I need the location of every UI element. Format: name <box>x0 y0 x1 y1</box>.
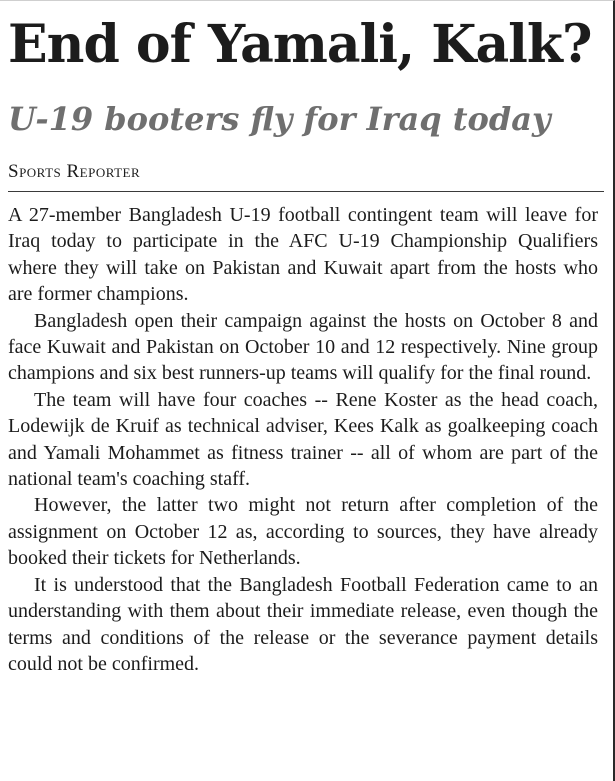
paragraph-4: However, the latter two might not return after completion of the assignment on October 12 as, according to sources, they have already booked their tickets for Netherlands. <box>8 494 598 570</box>
byline-divider <box>8 191 604 192</box>
paragraph-3: The team will have four coaches -- Rene Koster as the head coach, Lodewijk de Kruif as technical adviser, Kees Kalk as goalkeeping coach and Yamali Mohammet as fitness trainer -- all of whom are part of the national team's coaching staff. <box>8 388 598 491</box>
paragraph-1: A 27-member Bangladesh U-19 football contingent team will leave for Iraq today to participate in the AFC U-19 Championship Qualifiers where they will take on Pakistan and Kuwait apart from the hosts who are former champions. <box>8 204 598 306</box>
article-body <box>8 202 598 677</box>
headline: End of Yamali, Kalk? <box>8 14 592 75</box>
byline: Sports Reporter <box>8 161 141 182</box>
paragraph-2: Bangladesh open their campaign against the hosts on October 8 and face Kuwait and Pakistan on October 10 and 12 respectively. Nine group champions and six best runners-up teams will qualify for the final round. <box>8 309 598 385</box>
subheadline: U-19 booters fly for Iraq today <box>8 100 551 138</box>
paragraph-5: It is understood that the Bangladesh Football Federation came to an understanding with them about their immediate release, even though the terms and conditions of the release or the severance payment details could not be confirmed. <box>8 573 598 675</box>
